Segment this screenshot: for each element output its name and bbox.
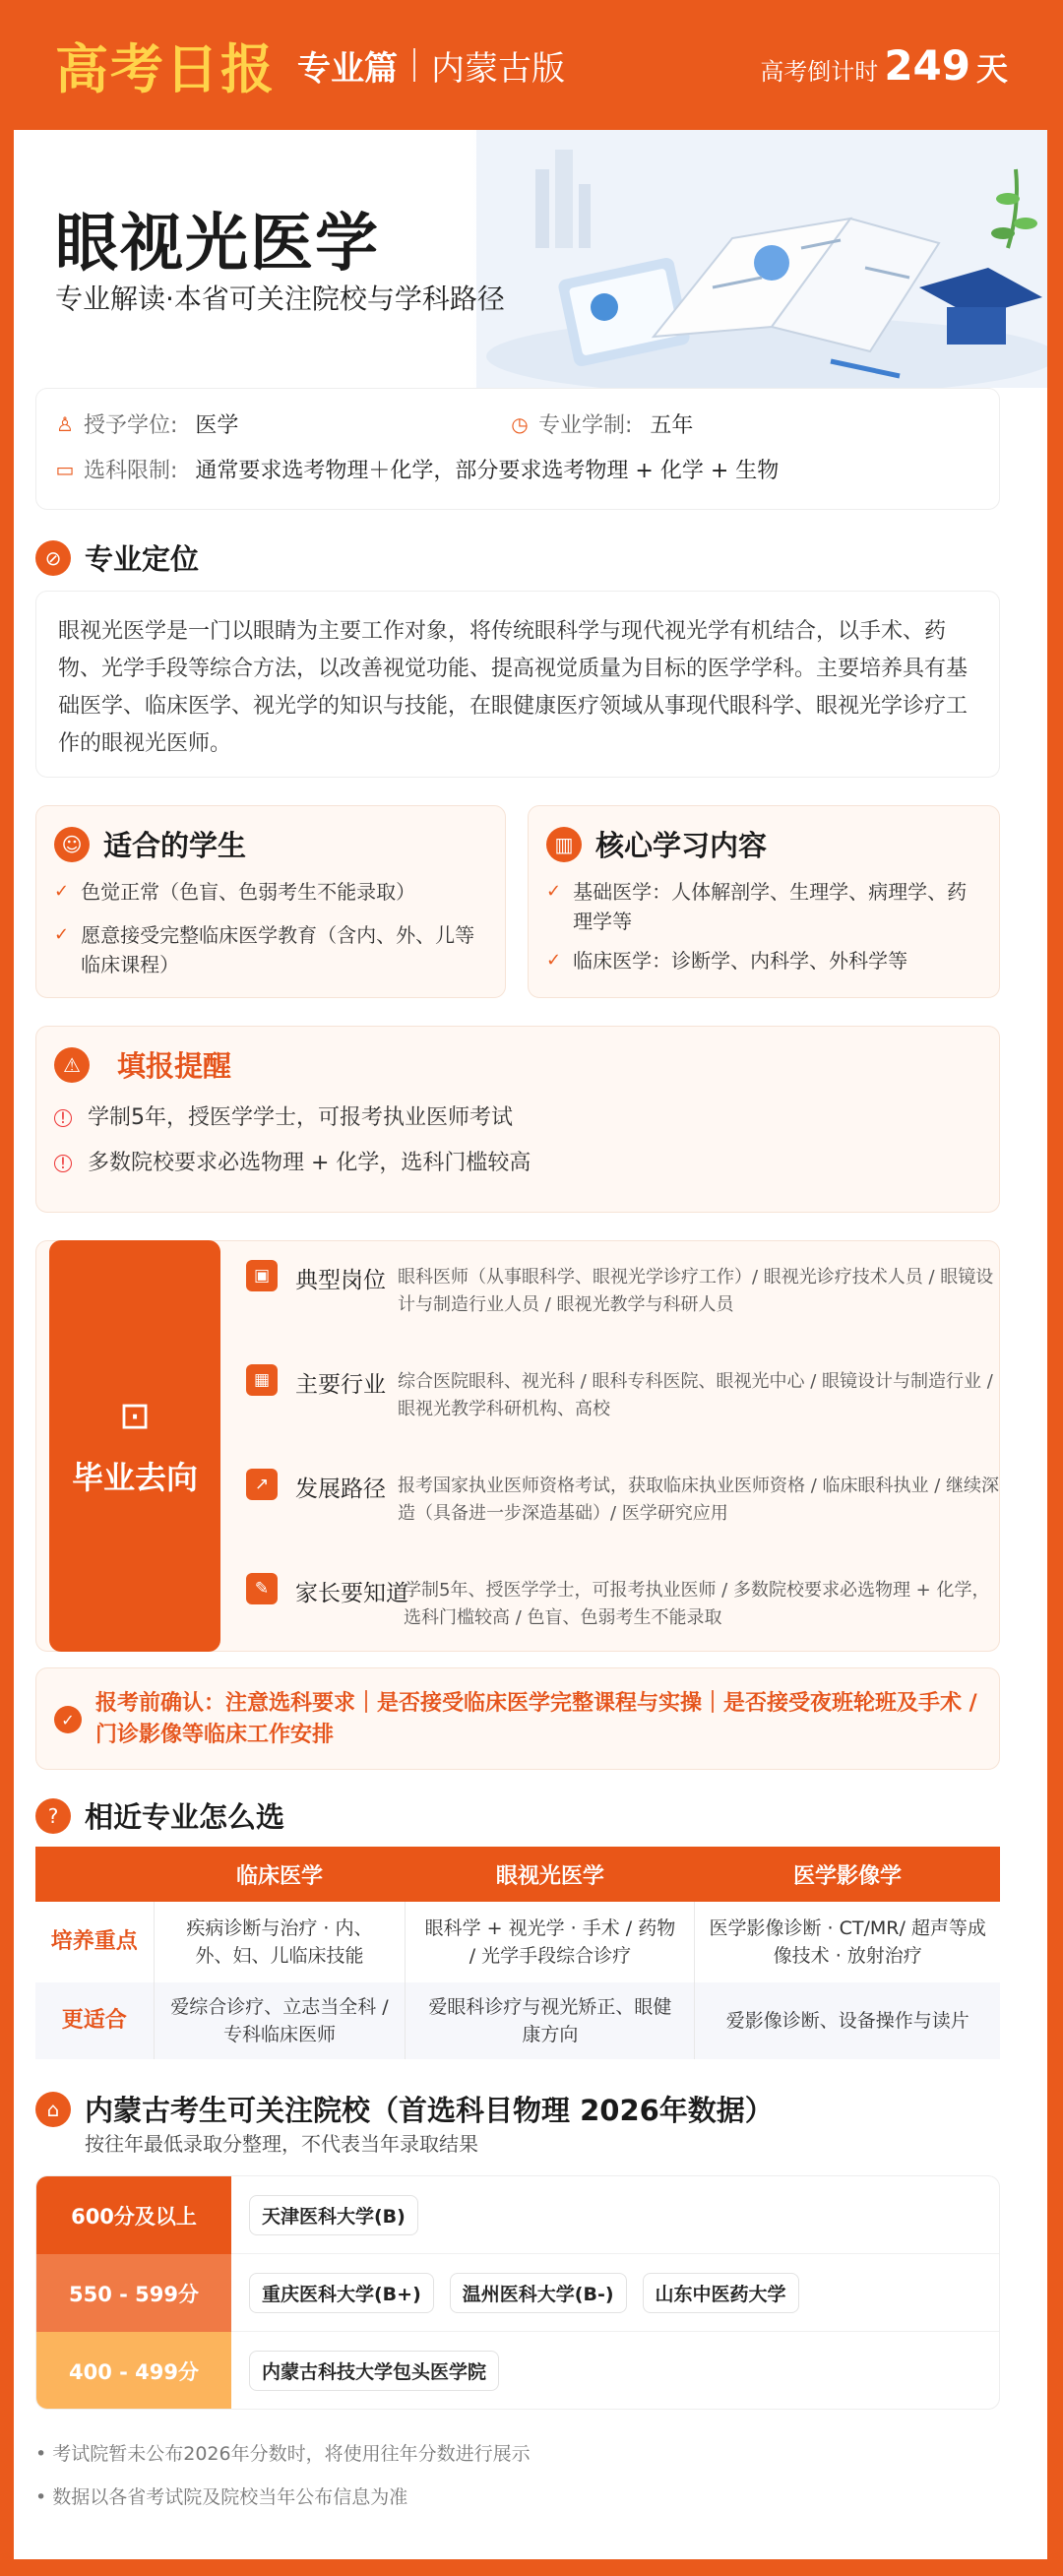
positioning-card (35, 591, 1000, 778)
graduation-item-jobs (246, 1260, 1014, 1329)
reminder-title: 填报提醒 (117, 1049, 232, 1083)
check-icon: ✓ (546, 881, 562, 902)
core-card (528, 805, 1000, 998)
tier-row (231, 2254, 1000, 2332)
compare-title: 相近专业怎么选 (85, 1800, 285, 1834)
schools-subtitle: 按往年最低录取分整理，不代表当年录取结果 (85, 2132, 478, 2156)
hero-banner (14, 130, 1047, 388)
top-header (0, 0, 1063, 130)
duration-value: 五年 (650, 413, 694, 438)
check-icon: ✓ (546, 950, 562, 971)
degree-label: 授予学位: (84, 413, 178, 438)
positioning-line: 作的眼视光医师。 (58, 731, 232, 756)
check-circle-icon: ✓ (54, 1706, 82, 1733)
suitable-card (35, 805, 506, 998)
tier-row (231, 2332, 1000, 2410)
content-panel (14, 130, 1047, 2559)
major-subtitle: 专业解读·本省可关注院校与学科路径 (55, 283, 505, 315)
core-heading (546, 824, 767, 864)
table-row (35, 1902, 1000, 1982)
graduation-key: 典型岗位 (295, 1268, 386, 1293)
compare-table (35, 1847, 1000, 2059)
open-book-icon: ▥ (546, 827, 582, 862)
clock-icon: ◷ (511, 411, 529, 436)
check-icon: ✓ (54, 924, 70, 945)
graduation-key: 发展路径 (295, 1476, 386, 1502)
reminder-item: ! 多数院校要求必选物理 + 化学，选科门槛较高 (54, 1149, 531, 1178)
compare-header-cell: 临床医学 (154, 1847, 406, 1902)
duration-label: 专业学制: (538, 413, 633, 438)
schools-heading (35, 2089, 774, 2129)
countdown-label: 高考倒计时 (760, 57, 879, 86)
table-cell: 爱综合诊疗、立志当全科 / 专科临床医师 (154, 1982, 406, 2059)
alert-icon: ! (54, 1109, 72, 1127)
award-icon: ♙ (56, 411, 74, 436)
school-chip[interactable]: 山东中医药大学 (643, 2273, 799, 2313)
graduation-item-industry (246, 1364, 1014, 1433)
countdown-unit: 天 (975, 49, 1008, 88)
suitable-title: 适合的学生 (103, 829, 247, 862)
positioning-line: 物、光学手段等综合方法，以改善视觉功能、提高视觉质量为目标的医学学科。主要培养具有基 (58, 657, 969, 681)
core-item: ✓ 临床医学：诊断学、内科学、外科学等 (546, 946, 979, 975)
subjects-value: 通常要求选考物理＋化学，部分要求选考物理 + 化学 + 生物 (195, 459, 780, 483)
confirm-banner (35, 1667, 1000, 1770)
book-icon: ▭ (55, 457, 75, 481)
positioning-title: 专业定位 (85, 542, 200, 576)
compare-header-cell: 眼视光医学 (406, 1847, 695, 1902)
check-icon: ✓ (54, 881, 70, 902)
graduation-key: 主要行业 (295, 1372, 386, 1398)
compare-header-row (35, 1847, 1000, 1902)
compare-header-cell: 医学影像学 (695, 1847, 1000, 1902)
positioning-text (58, 613, 983, 763)
schools-table (35, 2175, 1000, 2410)
tier-label: 550 - 599分 (36, 2254, 231, 2332)
table-cell: 眼科学 + 视光学 · 手术 / 药物 / 光学手段综合诊疗 (406, 1902, 695, 1982)
tier-row (231, 2176, 1000, 2254)
subjects-label: 选科限制: (84, 459, 178, 483)
alert-icon: ! (54, 1155, 72, 1172)
graduation-item-path (246, 1469, 1014, 1538)
suitable-heading (54, 824, 246, 864)
suitable-item: ✓ 色觉正常（色盲、色弱考生不能录取） (54, 877, 487, 907)
trend-up-icon: ↗ (246, 1469, 278, 1500)
positioning-line: 础医学、临床医学、视光学的知识与技能，在眼健康医疗领域从事现代眼科学、眼视光学诊疗工 (58, 694, 969, 719)
compass-icon: ⊘ (35, 540, 71, 576)
graduation-value: 综合医院眼科、视光科 / 眼科专科医院、眼视光中心 / 眼镜设计与制造行业 / 眼视光教学科研机构、高校 (398, 1371, 993, 1419)
section-label: 专业篇 (297, 48, 398, 89)
footnote: • 考试院暂未公布2026年分数时，将使用往年分数进行展示 (35, 2443, 531, 2465)
graduation-title: 毕业去向 (71, 1459, 198, 1496)
core-title: 核心学习内容 (595, 829, 768, 862)
school-chip[interactable]: 天津医科大学(B) (249, 2195, 418, 2235)
row-label: 培养重点 (35, 1902, 154, 1982)
suitable-item: ✓ 愿意接受完整临床医学教育（含内、外、儿等 临床课程） (54, 920, 487, 979)
graduation-key: 家长要知道 (295, 1581, 408, 1606)
degree-row (54, 408, 238, 439)
table-cell: 医学影像诊断 · CT/MR/ 超声等成像技术 · 放射治疗 (695, 1902, 1000, 1982)
question-icon: ? (35, 1798, 71, 1834)
degree-value: 医学 (195, 413, 239, 438)
tier-label: 400 - 499分 (36, 2332, 231, 2410)
graduation-value: 眼科医师（从事眼科学、眼视光学诊疗工作）/ 眼视光诊疗技术人员 / 眼镜设计与制造行业人员 / 眼视光教学与科研人员 (398, 1267, 994, 1315)
school-chip[interactable]: 内蒙古科技大学包头医学院 (249, 2351, 499, 2391)
positioning-heading (35, 537, 199, 578)
id-card-icon: ▣ (246, 1260, 278, 1291)
building-icon: ▦ (246, 1364, 278, 1396)
major-title: 眼视光医学 (55, 208, 380, 281)
graduation-value: 报考国家执业医师资格考试，获取临床执业医师资格 / 临床眼科执业 / 继续深造（具备进一步深造基础）/ 医学研究应用 (398, 1476, 1000, 1524)
confirm-text: 报考前确认：注意选科要求｜是否接受临床医学完整课程与实操｜是否接受夜班轮班及手术 / 门诊影像等临床工作安排 (95, 1691, 977, 1747)
reminder-item: ! 学制5年，授医学学士，可报考执业医师考试 (54, 1103, 513, 1133)
schools-title: 内蒙古考生可关注院校（首选科目物理 2026年数据） (85, 2094, 774, 2127)
table-cell: 疾病诊断与治疗 · 内、外、妇、儿临床技能 (154, 1902, 406, 1982)
footnote: • 数据以各省考试院及院校当年公布信息为准 (35, 2486, 408, 2508)
countdown (760, 41, 1008, 90)
home-icon: ⌂ (35, 2092, 71, 2127)
basic-info-card (35, 388, 1000, 510)
megaphone-icon: ✎ (246, 1573, 278, 1604)
person-icon: ☺ (54, 827, 90, 862)
briefcase-icon: ⊡ (119, 1394, 151, 1437)
school-chip[interactable]: 重庆医科大学(B+) (249, 2273, 434, 2313)
graduation-value: 学制5年、授医学学士，可报考执业医师 / 多数院校要求必选物理 + 化学，选科门槛较高 / 色盲、色弱考生不能录取 (404, 1580, 990, 1628)
book-illustration-icon (476, 130, 1047, 388)
subjects-row (54, 454, 779, 484)
compare-heading (35, 1795, 284, 1836)
reminder-heading (54, 1044, 231, 1085)
reminder-card (35, 1026, 1000, 1213)
table-cell: 爱影像诊断、设备操作与读片 (695, 1982, 1000, 2059)
region-label: 内蒙古版 (431, 48, 565, 89)
tier-label: 600分及以上 (36, 2176, 231, 2254)
school-chip[interactable]: 温州医科大学(B-) (450, 2273, 627, 2313)
row-label: 更适合 (35, 1982, 154, 2059)
warning-icon: ⚠ (54, 1047, 90, 1083)
countdown-days: 249 (884, 40, 970, 90)
graduation-item-parents (246, 1573, 1014, 1642)
duration-row (509, 408, 693, 439)
header-divider (413, 48, 415, 82)
brand-title: 高考日报 (55, 37, 276, 100)
table-row (35, 1982, 1000, 2059)
core-item: ✓ 基础医学：人体解剖学、生理学、病理学、药 理学等 (546, 877, 979, 936)
compare-header-cell (35, 1847, 154, 1902)
table-cell: 爱眼科诊疗与视光矫正、眼健康方向 (406, 1982, 695, 2059)
positioning-line: 眼视光医学是一门以眼睛为主要工作对象，将传统眼科学与现代视光学有机结合，以手术、药 (58, 619, 947, 644)
graduation-label-block (49, 1240, 220, 1652)
